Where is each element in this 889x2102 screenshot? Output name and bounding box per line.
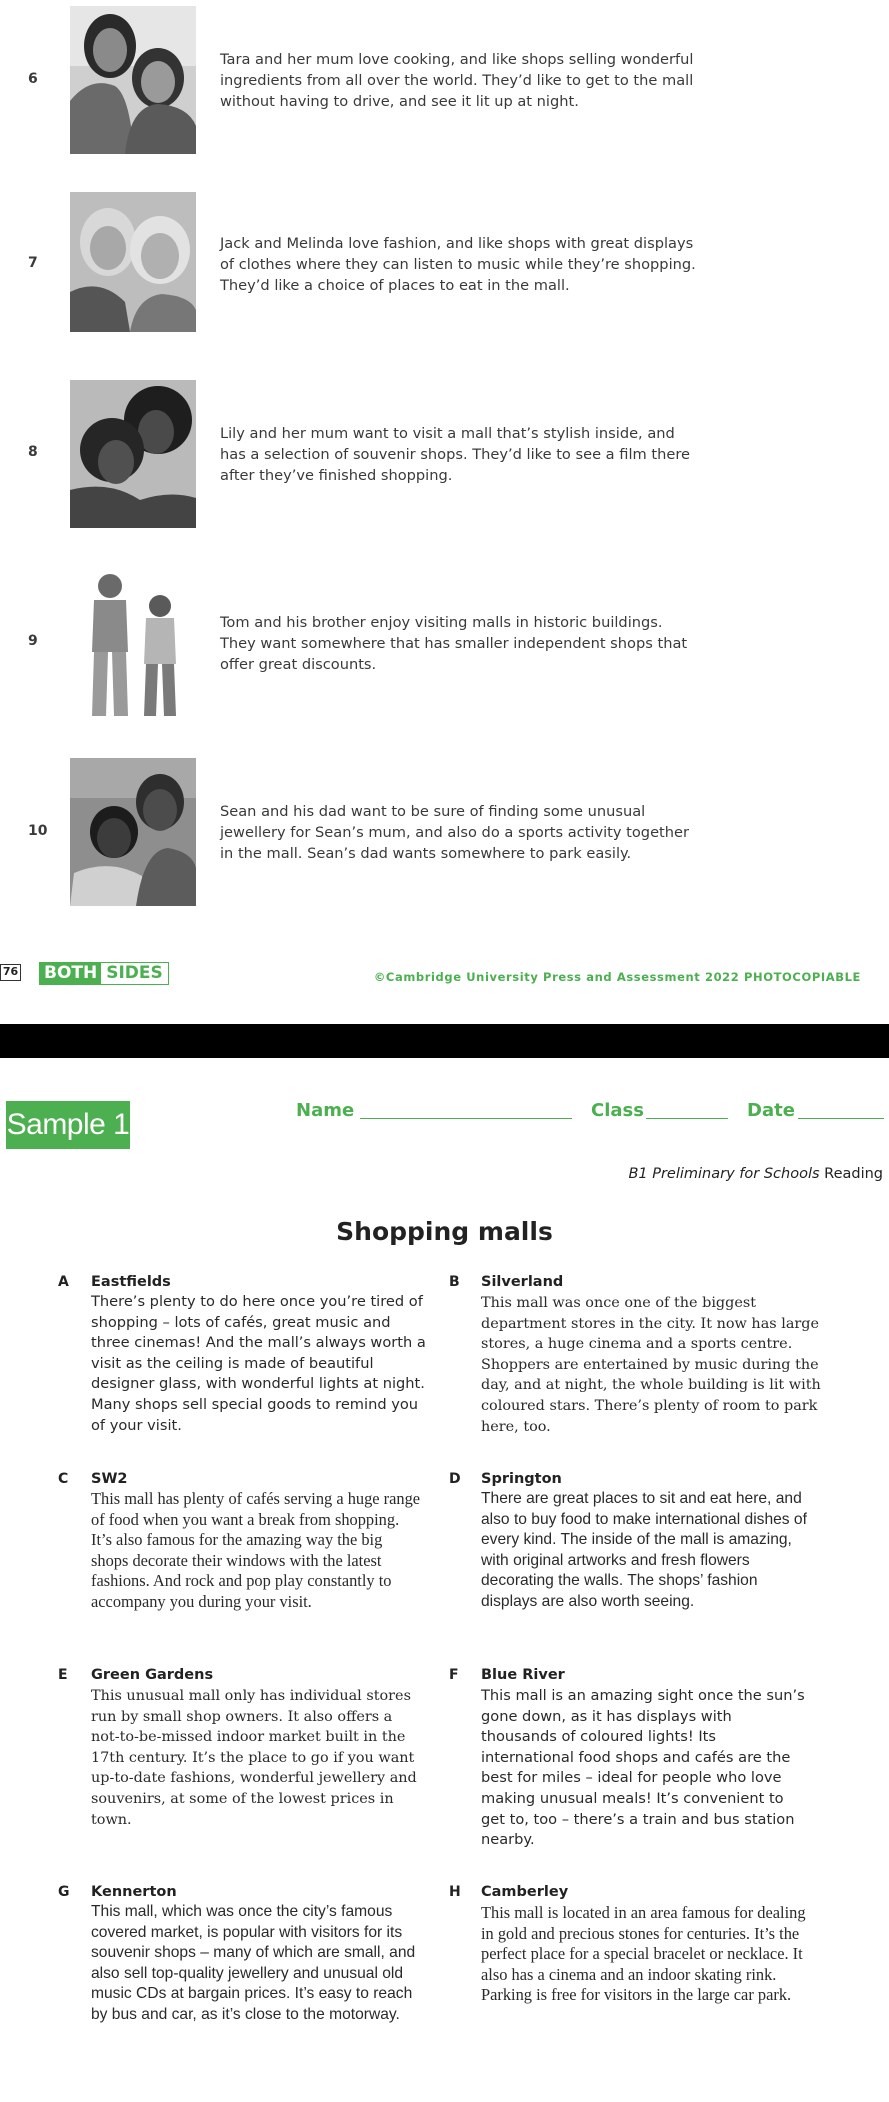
sample-badge: Sample 1 bbox=[6, 1101, 130, 1149]
photo-tara-and-mum bbox=[70, 6, 196, 154]
item-number: 6 bbox=[28, 71, 38, 87]
page-separator bbox=[0, 1024, 889, 1058]
mall-name: Kennerton bbox=[91, 1884, 177, 1900]
mall-description: There’s plenty to do here once you’re tired of shopping – lots of cafés, great music and three cinemas! And the mall’s always worth a visit as the ceiling is made of beautiful designer glass, with wonderful lights at night. Many shops sell special goods to remind you of your visit. bbox=[91, 1293, 426, 1434]
mall-description: This unusual mall only has individual stores run by small shop owners. It also offers a not-to-be-missed indoor market built in the 17th century. It’s the place to go if you want up-to-date fashions, wonderful jewellery and souvenirs, at some of the lowest prices in town. bbox=[91, 1688, 417, 1828]
exam-series bbox=[628, 1166, 883, 1182]
mall-name: Silverland bbox=[481, 1274, 564, 1290]
photo-sean-and-dad bbox=[70, 758, 196, 906]
mall-name: Camberley bbox=[481, 1884, 569, 1900]
page-title: Shopping malls bbox=[336, 1217, 553, 1246]
mall-letter: G bbox=[58, 1884, 70, 1900]
name-field[interactable] bbox=[360, 1118, 572, 1119]
both-sides-logo bbox=[39, 962, 169, 985]
series-name: B1 Preliminary for Schools bbox=[628, 1166, 820, 1182]
class-field[interactable] bbox=[646, 1118, 728, 1119]
photo-jack-and-melinda bbox=[70, 192, 196, 332]
mall-description: There are great places to sit and eat here, and also to buy food to make international dishes of every kind. The inside of the mall is amazing, with original artworks and fresh flowers decorating the walls. The shops’ fashion displays are also worth seeing. bbox=[481, 1490, 807, 1610]
mall-description: This mall is an amazing sight once the sun’s gone down, as it has displays with thousands of coloured lights! Its international food shops and cafés are the best for miles – ideal for people who love making unusual meals! It’s convenient to get to, too – there’s a train and bus station nearby. bbox=[481, 1687, 805, 1849]
item-number: 7 bbox=[28, 255, 38, 271]
mall-letter: F bbox=[449, 1667, 459, 1683]
photo-lily-and-mum bbox=[70, 380, 196, 528]
item-number: 8 bbox=[28, 444, 38, 460]
date-label: Date bbox=[747, 1100, 795, 1121]
photo-tom-and-brother bbox=[70, 568, 196, 716]
mall-name: SW2 bbox=[91, 1471, 128, 1487]
person-description: Tom and his brother enjoy visiting malls in historic buildings. They want somewhere that has smaller independent shops that offer great discounts. bbox=[220, 614, 688, 673]
logo-part-1: BOTH bbox=[40, 963, 101, 984]
class-label: Class bbox=[591, 1100, 644, 1121]
logo-part-2: SIDES bbox=[106, 963, 163, 983]
mall-name: Blue River bbox=[481, 1667, 565, 1683]
mall-letter: A bbox=[58, 1274, 69, 1290]
mall-letter: H bbox=[449, 1884, 461, 1900]
person-description: Jack and Melinda love fashion, and like shops with great displays of clothes where they can listen to music while they’re shopping. They’d like a choice of places to eat in the mall. bbox=[220, 235, 696, 294]
mall-description: This mall is located in an area famous for dealing in gold and precious stones for centuries. It’s the perfect place for a special bracelet or necklace. It also has a cinema and an indoor skating rink. Parking is free for visitors in the large car park. bbox=[481, 1903, 806, 2005]
item-number: 10 bbox=[28, 823, 48, 839]
mall-description: This mall was once one of the biggest department stores in the city. It now has large stores, a huge cinema and a sports centre. Shoppers are entertained by music during the day, and at night, the whole building is lit with coloured stars. There’s plenty of room to park here, too. bbox=[481, 1295, 821, 1435]
mall-letter: D bbox=[449, 1471, 461, 1487]
date-field[interactable] bbox=[798, 1118, 884, 1119]
mall-letter: E bbox=[58, 1667, 68, 1683]
person-description: Sean and his dad want to be sure of finding some unusual jewellery for Sean’s mum, and also do a sports activity together in the mall. Sean’s dad wants somewhere to park easily. bbox=[220, 803, 690, 862]
mall-description: This mall has plenty of cafés serving a huge range of food when you want a break from shopping. It’s also famous for the amazing way the big shops decorate their windows with the latest fashions. And rock and pop play constantly to accompany you during your visit. bbox=[91, 1489, 421, 1611]
mall-letter: B bbox=[449, 1274, 460, 1290]
copyright-notice: ©Cambridge University Press and Assessment 2022 PHOTOCOPIABLE bbox=[373, 970, 861, 984]
item-number: 9 bbox=[28, 633, 38, 649]
series-section: Reading bbox=[819, 1166, 883, 1182]
person-description: Lily and her mum want to visit a mall that’s stylish inside, and has a selection of souvenir shops. They’d like to see a film there after they’ve finished shopping. bbox=[220, 425, 690, 484]
page-number: 76 bbox=[0, 964, 21, 981]
mall-name: Green Gardens bbox=[91, 1667, 214, 1683]
mall-name: Eastfields bbox=[91, 1274, 171, 1290]
name-label: Name bbox=[296, 1100, 355, 1121]
person-description: Tara and her mum love cooking, and like shops selling wonderful ingredients from all over the world. They’d like to get to the mall without having to drive, and see it lit up at night. bbox=[220, 51, 694, 110]
mall-description: This mall, which was once the city’s famous covered market, is popular with visitors for its souvenir shops – many of which are small, and also sell top-quality jewellery and unusual old music CDs at bargain prices. It’s easy to reach by bus and car, as it’s close to the motorway. bbox=[91, 1903, 416, 2023]
mall-name: Springton bbox=[481, 1471, 562, 1487]
mall-letter: C bbox=[58, 1471, 69, 1487]
